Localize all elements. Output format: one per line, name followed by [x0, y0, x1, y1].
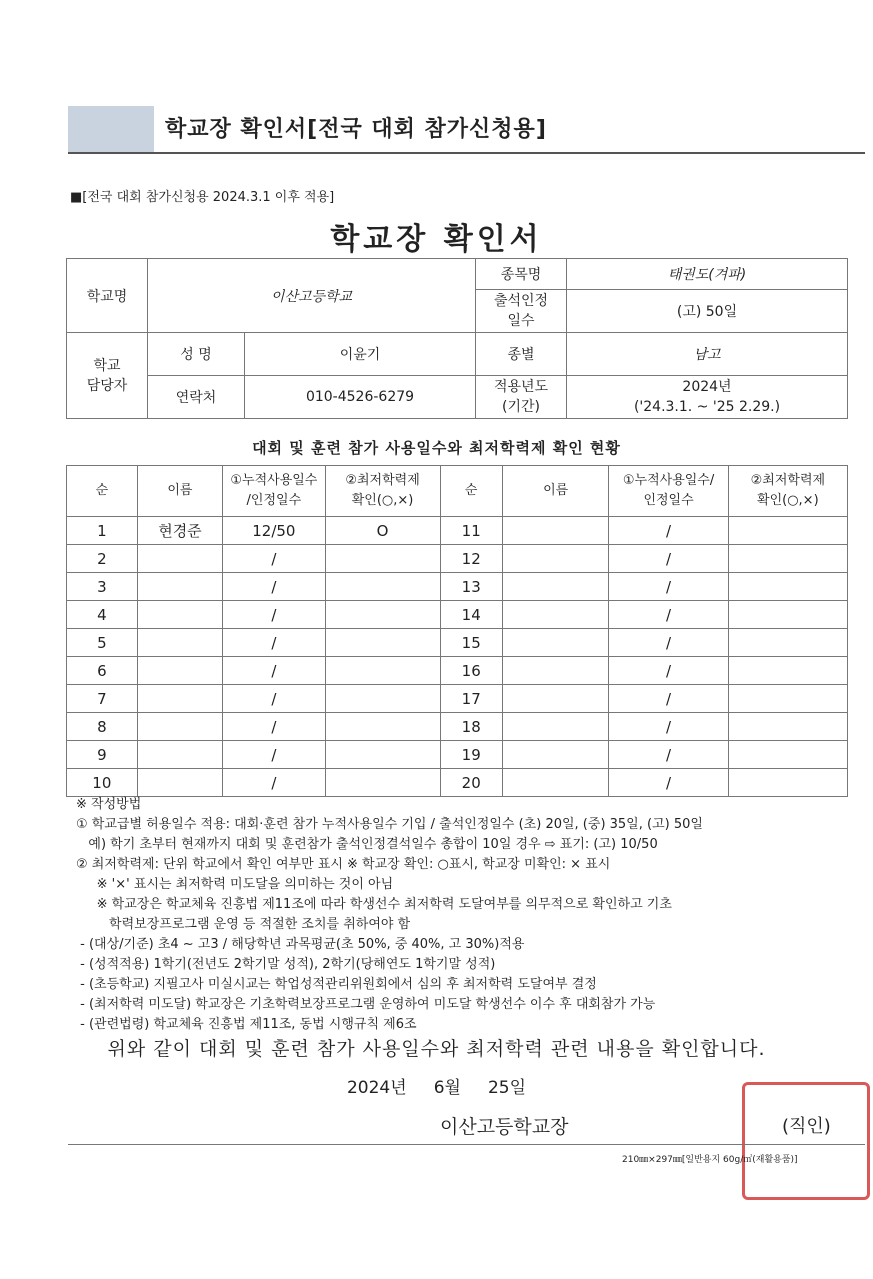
table-cell: [502, 573, 609, 601]
table-cell: 2: [67, 545, 138, 573]
notice-text: ■[전국 대회 참가신청용 2024.3.1 이후 적용]: [70, 190, 335, 205]
document-title: 학교장 확인서: [330, 222, 543, 257]
seal-label: (직인): [782, 1116, 831, 1137]
contact-label: 연락처: [148, 376, 245, 419]
table-cell: [137, 685, 222, 713]
name-value: 이윤기: [245, 333, 476, 376]
instruction-line: - (관련법령) 학교체육 진흥법 제11조, 동법 시행규칙 제6조: [76, 1017, 417, 1032]
table-row: [67, 713, 848, 741]
table-row: [67, 769, 848, 797]
table-cell: [502, 629, 609, 657]
table-row: [67, 573, 848, 601]
table-row: [67, 629, 848, 657]
instruction-line: 예) 학기 초부터 현재까지 대회 및 훈련참가 출석인정결석일수 총합이 10일 경우 ⇨ 표기: (고) 10/50: [76, 837, 658, 852]
section-title: 대회 및 훈련 참가 사용일수와 최저학력제 확인 현황: [252, 439, 621, 457]
official-seal-stamp: [742, 1082, 870, 1200]
table-header-cell: ①누적사용일수/ 인정일수: [609, 466, 728, 517]
table-cell: [325, 713, 440, 741]
table-cell: /: [223, 601, 325, 629]
instruction-line: - (최저학력 미도달) 학교장은 기초학력보장프로그램 운영하여 미도달 학생선수 이수 후 대회참가 가능: [76, 997, 656, 1012]
table-cell: [325, 741, 440, 769]
table-cell: 14: [440, 601, 502, 629]
table-cell: /: [609, 657, 728, 685]
category-value: 남고: [567, 333, 848, 376]
table-cell: [502, 517, 609, 545]
date-month: 6월: [433, 1078, 461, 1098]
table-cell: [137, 545, 222, 573]
table-header-cell: 이름: [502, 466, 609, 517]
table-cell: [728, 685, 847, 713]
table-cell: /: [223, 545, 325, 573]
table-cell: 7: [67, 685, 138, 713]
period-value: ('24.3.1. ~ '25 2.29.): [633, 399, 781, 415]
table-row: [67, 657, 848, 685]
table-cell: 3: [67, 573, 138, 601]
table-header-cell: 순: [440, 466, 502, 517]
date-year: 2024년: [346, 1078, 407, 1098]
table-cell: [728, 573, 847, 601]
school-value: 이산고등학교: [148, 259, 476, 333]
instruction-line: ※ '×' 표시는 최저학력 미도달을 의미하는 것이 아님: [76, 877, 394, 892]
instruction-line: ② 최저학력제: 단위 학교에서 확인 여부만 표시 ※ 학교장 확인: ○표시, 학교장 미확인: × 표시: [76, 857, 611, 872]
table-cell: /: [223, 657, 325, 685]
table-cell: [502, 713, 609, 741]
table-cell: [137, 741, 222, 769]
table-cell: [325, 629, 440, 657]
table-cell: [325, 545, 440, 573]
table-cell: /: [609, 629, 728, 657]
table-cell: [137, 657, 222, 685]
table-cell: /: [609, 713, 728, 741]
table-cell: /: [609, 685, 728, 713]
contact-value: 010-4526-6279: [245, 376, 476, 419]
table-cell: /: [609, 517, 728, 545]
table-cell: 19: [440, 741, 502, 769]
table-cell: 10: [67, 769, 138, 797]
instruction-line: - (성적적용) 1학기(전년도 2학기말 성적), 2학기(당해연도 1학기말 성적): [76, 957, 496, 972]
table-cell: [502, 545, 609, 573]
table-cell: [728, 517, 847, 545]
table-cell: /: [609, 741, 728, 769]
table-cell: /: [223, 685, 325, 713]
table-row: [67, 517, 848, 545]
days-value: (고) 50일: [567, 290, 848, 333]
name-label: 성 명: [148, 333, 245, 376]
table-cell: [502, 685, 609, 713]
table-cell: 15: [440, 629, 502, 657]
table-cell: 8: [67, 713, 138, 741]
table-header-cell: 순: [67, 466, 138, 517]
table-cell: [502, 741, 609, 769]
table-cell: 1: [67, 517, 138, 545]
header-rule: [68, 152, 865, 154]
table-header-cell: ①누적사용일수 /인정일수: [223, 466, 325, 517]
year-value: 2024년: [682, 379, 732, 395]
instruction-line: ※ 작성방법: [76, 797, 142, 812]
table-cell: 4: [67, 601, 138, 629]
usage-table: [66, 465, 848, 797]
table-row: [67, 685, 848, 713]
table-cell: [728, 545, 847, 573]
table-header-cell: 이름: [137, 466, 222, 517]
table-cell: /: [609, 769, 728, 797]
table-cell: [728, 657, 847, 685]
instruction-line: ① 학교급별 허용일수 적용: 대회·훈련 참가 누적사용일수 기입 / 출석인정일수 (초) 20일, (중) 35일, (고) 50일: [76, 817, 703, 832]
instruction-line: ※ 학교장은 학교체육 진흥법 제11조에 따라 학생선수 최저학력 도달여부를 의무적으로 확인하고 기초: [76, 897, 672, 912]
year-label: 적용년도 (기간): [476, 376, 567, 419]
table-cell: /: [223, 629, 325, 657]
table-cell: 16: [440, 657, 502, 685]
table-header-cell: ②최저학력제 확인(○,×): [325, 466, 440, 517]
table-cell: 12: [440, 545, 502, 573]
category-label: 종별: [476, 333, 567, 376]
date-day: 25일: [487, 1078, 527, 1098]
staff-label: 학교 담당자: [67, 333, 148, 419]
table-cell: [728, 629, 847, 657]
table-cell: /: [609, 601, 728, 629]
table-cell: [137, 769, 222, 797]
table-cell: [137, 713, 222, 741]
bottom-rule: [68, 1144, 865, 1145]
table-row: [67, 741, 848, 769]
table-cell: /: [223, 741, 325, 769]
table-row: [67, 601, 848, 629]
header-accent-block: [68, 106, 154, 152]
table-cell: 현경준: [137, 517, 222, 545]
school-label: 학교명: [67, 259, 148, 333]
table-cell: [325, 769, 440, 797]
table-cell: 20: [440, 769, 502, 797]
principal-name: 이산고등학교장: [440, 1116, 569, 1138]
table-cell: [137, 573, 222, 601]
table-cell: [728, 741, 847, 769]
instruction-line: 학력보장프로그램 운영 등 적절한 조치를 취하여야 함: [76, 917, 411, 932]
table-cell: 12/50: [223, 517, 325, 545]
table-cell: /: [223, 769, 325, 797]
table-cell: /: [223, 573, 325, 601]
table-row: [67, 545, 848, 573]
instruction-line: - (대상/기준) 초4 ~ 고3 / 해당학년 과목평균(초 50%, 중 40%, 고 30%)적용: [76, 937, 525, 952]
table-cell: 18: [440, 713, 502, 741]
table-cell: [728, 769, 847, 797]
table-cell: [137, 601, 222, 629]
year-cell: [567, 376, 848, 419]
table-cell: [502, 769, 609, 797]
table-cell: [325, 573, 440, 601]
confirm-text: 위와 같이 대회 및 훈련 참가 사용일수와 최저학력 관련 내용을 확인합니다.: [107, 1038, 766, 1060]
days-label: 출석인정 일수: [476, 290, 567, 333]
table-cell: [325, 601, 440, 629]
table-cell: [325, 657, 440, 685]
table-header-cell: ②최저학력제 확인(○,×): [728, 466, 847, 517]
table-cell: [137, 629, 222, 657]
table-cell: 5: [67, 629, 138, 657]
table-cell: O: [325, 517, 440, 545]
instruction-line: - (초등학교) 지필고사 미실시교는 학업성적관리위원회에서 심의 후 최저학력 도달여부 결정: [76, 977, 597, 992]
table-cell: /: [609, 545, 728, 573]
info-table: [66, 258, 848, 419]
table-cell: [502, 657, 609, 685]
table-cell: 17: [440, 685, 502, 713]
table-cell: [325, 685, 440, 713]
table-cell: 6: [67, 657, 138, 685]
event-value: 태권도(겨파): [567, 259, 848, 290]
event-label: 종목명: [476, 259, 567, 290]
table-cell: 11: [440, 517, 502, 545]
header-title: 학교장 확인서[전국 대회 참가신청용]: [165, 117, 547, 142]
table-cell: 9: [67, 741, 138, 769]
paper-spec: 210㎜×297㎜[일반용지 60g/㎡(재활용품)]: [622, 1155, 798, 1165]
table-cell: 13: [440, 573, 502, 601]
table-cell: /: [609, 573, 728, 601]
table-cell: /: [223, 713, 325, 741]
table-cell: [728, 601, 847, 629]
table-cell: [502, 601, 609, 629]
instructions: [76, 795, 703, 1035]
table-cell: [728, 713, 847, 741]
